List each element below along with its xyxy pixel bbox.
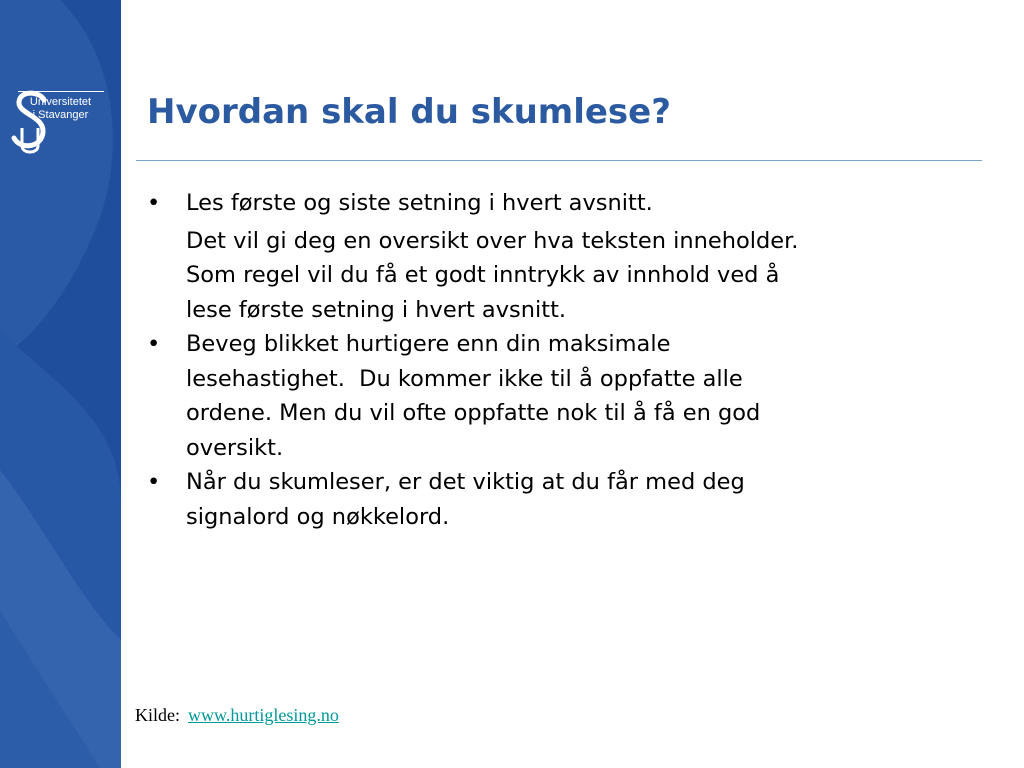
bullet-item [147,186,982,221]
bullet-marker: • [147,190,161,216]
bullet-item [147,327,982,465]
subtext-line: Det vil gi deg en oversikt over hva teksten inneholder. [186,227,799,254]
source-label: Kilde: [135,705,180,725]
bullet-marker: • [147,331,161,357]
title-divider [136,160,982,161]
university-name-line1: Universitetet [29,96,92,108]
sidebar-panel [0,0,121,768]
subtext-line: Som regel vil du få et godt inntrykk av innhold ved å [186,262,780,288]
bullet-line: lesehastighet. Du kommer ikke til å oppfatte alle [186,365,743,392]
bullet-line: oversikt. [186,434,284,461]
uis-monogram-icon [0,88,60,156]
university-name-line2: i Stavanger [32,109,89,121]
bullet-subtext [147,224,982,328]
source-citation [135,705,339,726]
bullet-line: Les første og siste setning i hvert avsnitt. [186,190,653,216]
subtext-line: lese første setning i hvert avsnitt. [186,296,567,323]
bullet-list [147,186,982,534]
bullet-item [147,465,982,534]
bullet-line: signalord og nøkkelord. [186,503,450,530]
bullet-line: Beveg blikket hurtigere enn din maksimale [186,331,671,357]
bullet-line: ordene. Men du vil ofte oppfatte nok til å få en god [186,400,761,426]
university-logo [0,88,121,122]
source-link[interactable]: www.hurtiglesing.no [188,705,339,725]
bullet-marker: • [147,469,161,495]
bullet-line: Når du skumleser, er det viktig at du får med deg [186,469,745,495]
slide-title: Hvordan skal du skumlese? [147,92,671,132]
